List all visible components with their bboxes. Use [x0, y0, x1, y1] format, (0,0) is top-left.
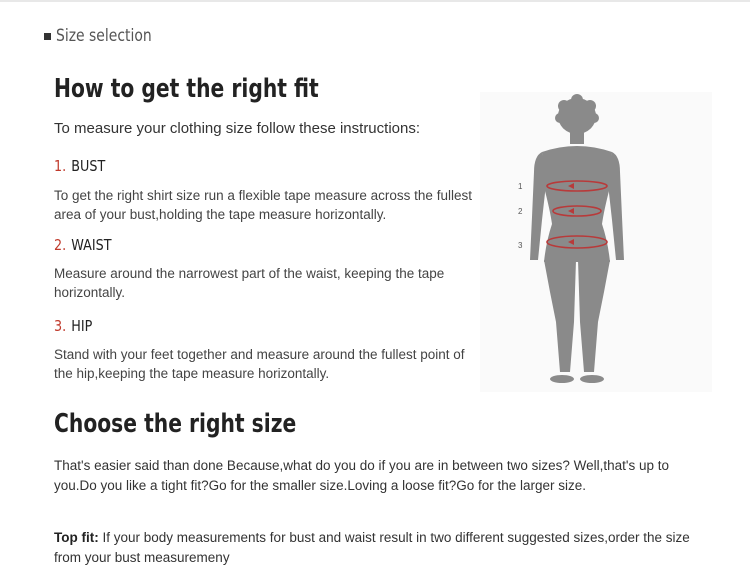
choose-size-paragraph: That's easier said than done Because,what do you do if you are in between two sizes? Well,that's up to you.Do you like a tight fit?Go for the smaller size.Loving a loose fit?Go for the larger size.	[54, 458, 670, 493]
body-silhouette-icon	[480, 92, 712, 392]
step-name: BUST	[71, 157, 106, 175]
section-header	[44, 26, 173, 46]
step-bust-text: To get the right shirt size run a flexible tape measure across the fullest area of your bust,holding the tape measure horizontally.	[54, 188, 472, 222]
step-waist-text: Measure around the narrowest part of the waist, keeping the tape horizontally.	[54, 266, 445, 300]
step-number: 3.	[54, 317, 67, 335]
choose-size-title: Choose the right size	[54, 409, 297, 439]
step-hip-title	[54, 317, 92, 335]
step-number: 2.	[54, 236, 67, 254]
step-number: 1.	[54, 157, 67, 175]
figure-label-1: 1	[518, 182, 523, 191]
step-waist-title	[54, 236, 112, 254]
bullet-square-icon	[44, 33, 51, 40]
section-header-label: Size selection	[56, 26, 152, 46]
figure-label-2: 2	[518, 207, 523, 216]
step-name: HIP	[71, 317, 93, 335]
step-bust-title	[54, 157, 105, 175]
top-divider	[0, 0, 750, 2]
top-fit-text: If your body measurements for bust and waist result in two different suggested sizes,order the size from your bust measuremeny	[54, 530, 690, 565]
step-name: WAIST	[71, 236, 112, 254]
top-fit-label: Top fit:	[54, 530, 99, 545]
measurement-figure	[480, 92, 712, 392]
step-hip-text: Stand with your feet together and measure around the fullest point of the hip,keeping the tape measure horizontally.	[54, 347, 465, 381]
fit-guide-intro: To measure your clothing size follow these instructions:	[54, 120, 421, 137]
figure-label-3: 3	[518, 241, 523, 250]
top-fit-paragraph	[54, 528, 704, 567]
fit-guide-title: How to get the right fit	[54, 74, 319, 104]
